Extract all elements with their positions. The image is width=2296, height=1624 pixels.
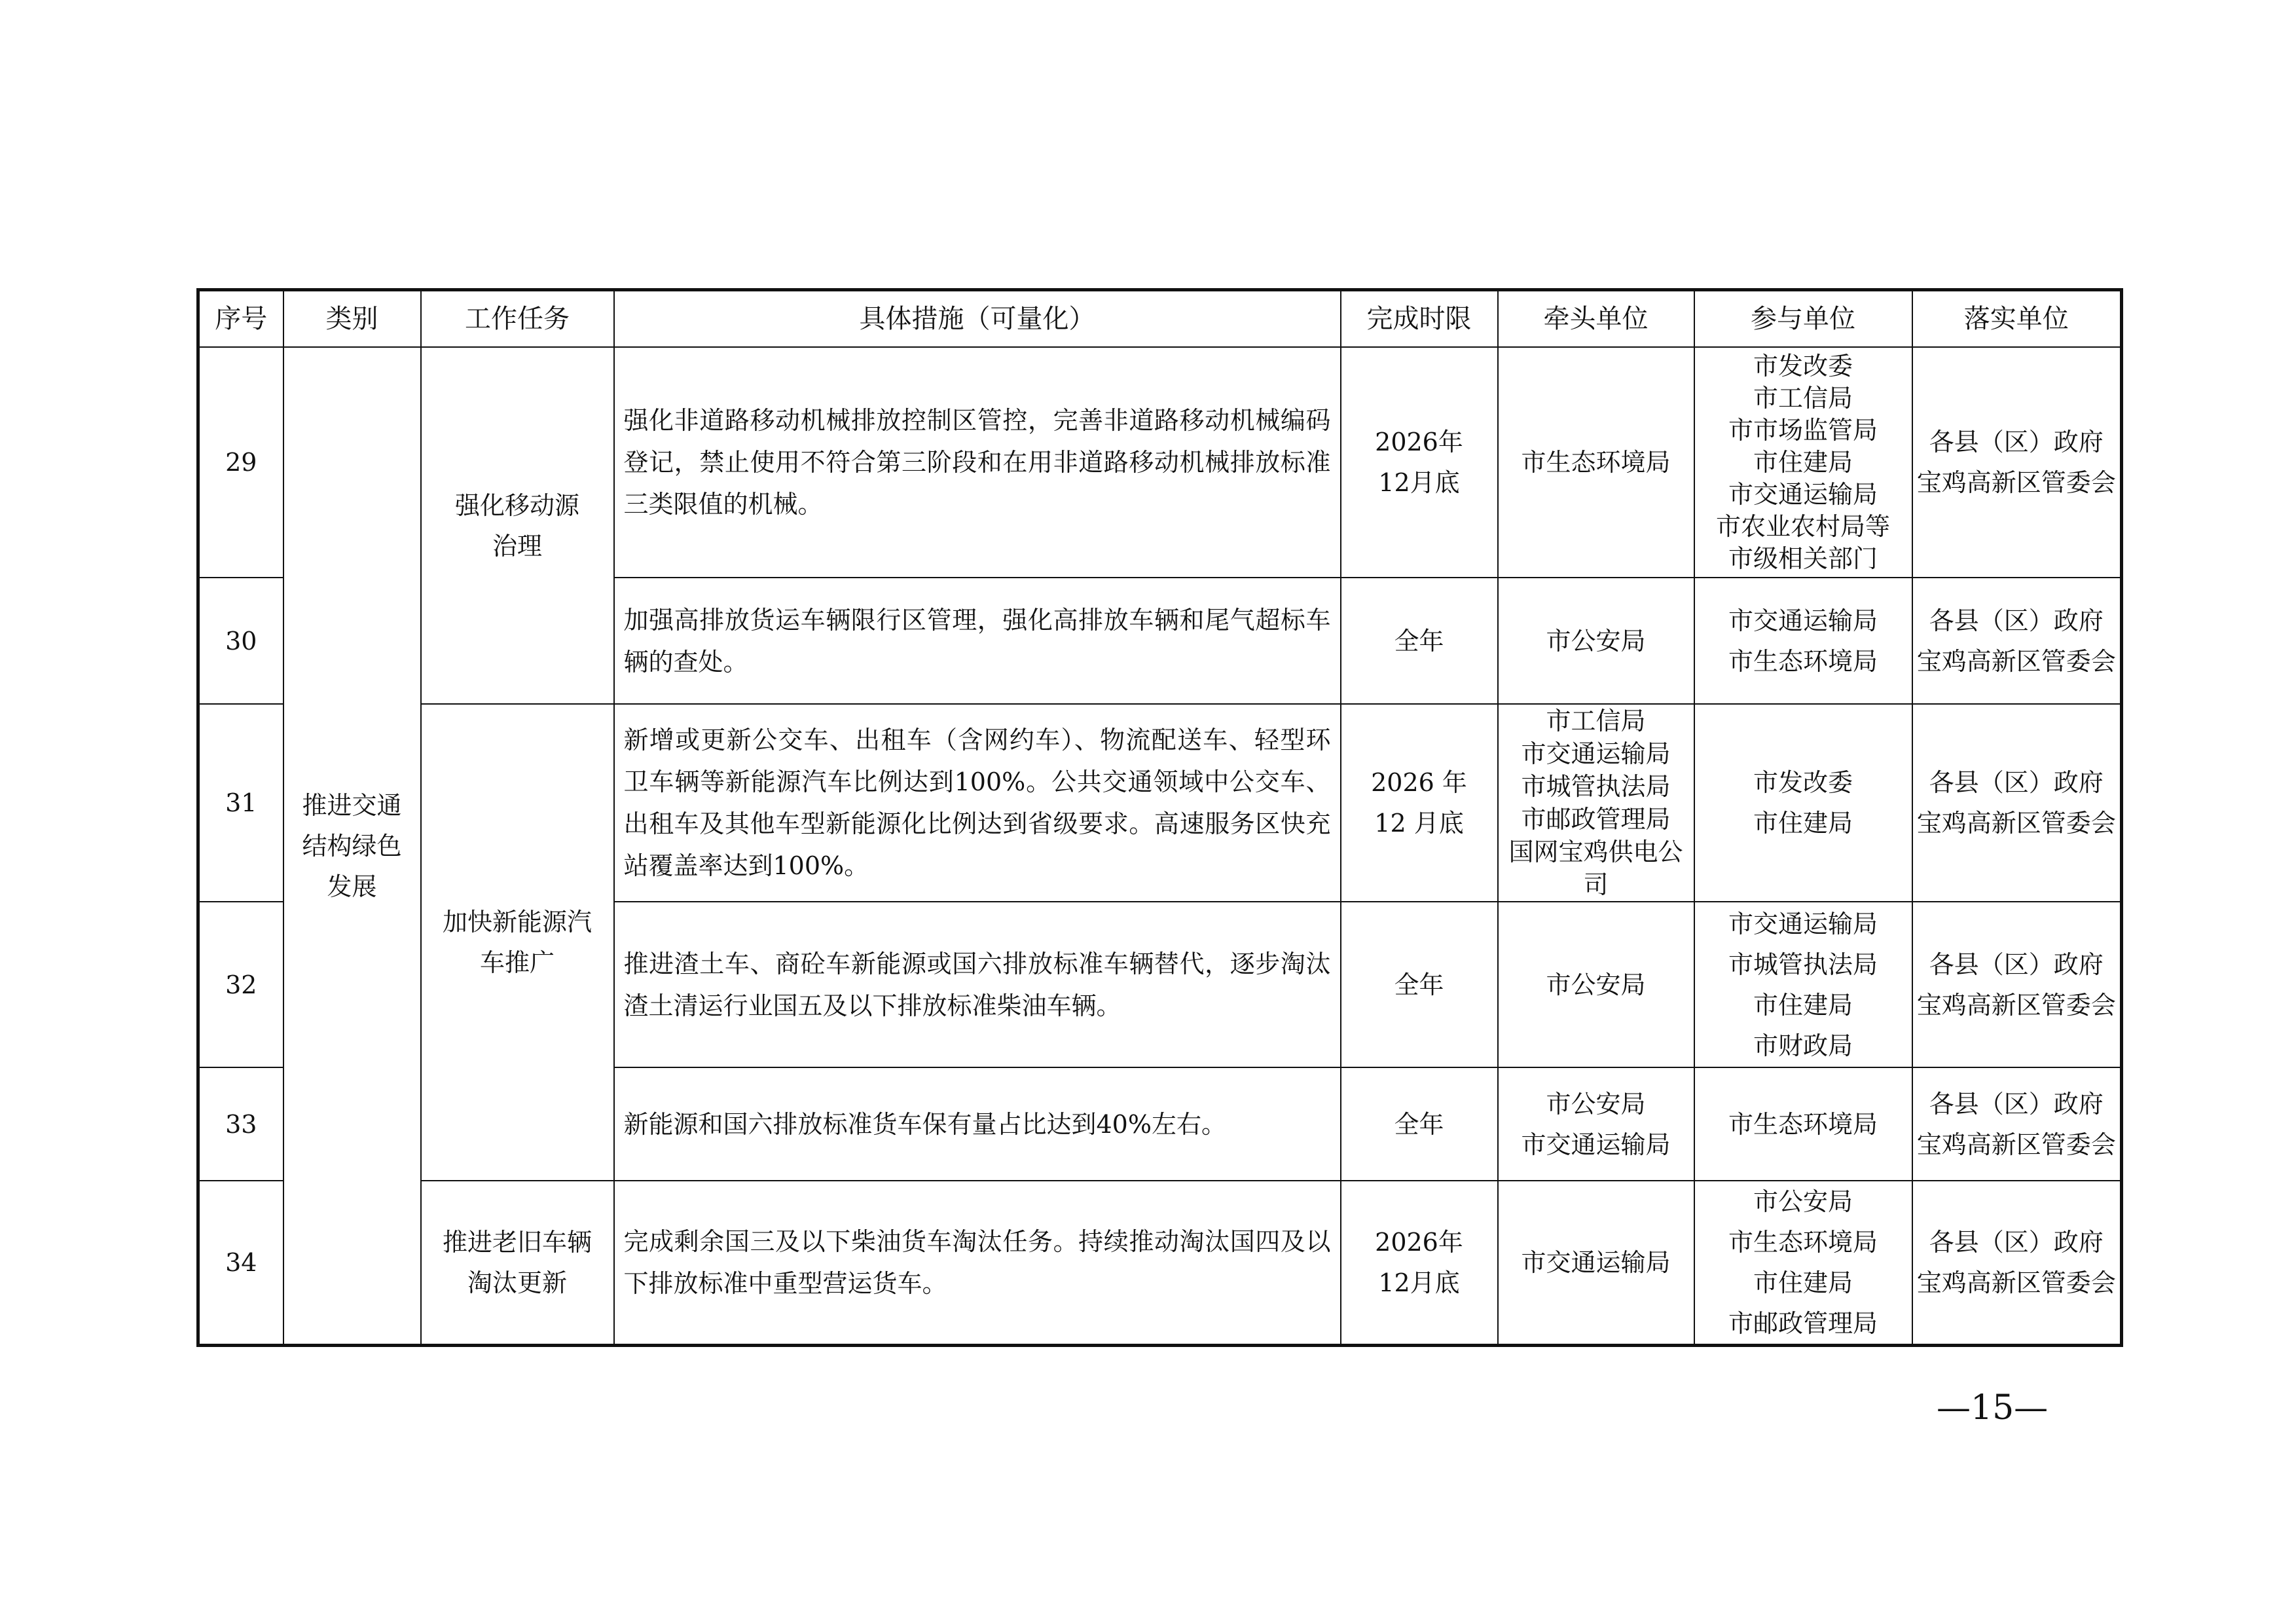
measure-cell: 新能源和国六排放标准货车保有量占比达到40%左右。: [614, 1067, 1341, 1181]
row-no: 33: [198, 1067, 283, 1181]
lead-cell: 市工信局 市交通运输局 市城管执法局 市邮政管理局 国网宝鸡供电公司: [1498, 704, 1694, 902]
deadline-cell: 2026 年 12 月底: [1341, 704, 1498, 902]
header-no: 序号: [198, 290, 283, 348]
participants-cell: 市交通运输局 市生态环境局: [1694, 578, 1912, 704]
header-lead: 牵头单位: [1498, 290, 1694, 348]
task-table: [196, 288, 2123, 1347]
header-deadline: 完成时限: [1341, 290, 1498, 348]
row-no: 29: [198, 347, 283, 578]
task-cell: 加快新能源汽 车推广: [421, 704, 614, 1181]
participants-cell: 市生态环境局: [1694, 1067, 1912, 1181]
lead-cell: 市公安局: [1498, 902, 1694, 1067]
row-no: 31: [198, 704, 283, 902]
row-no: 34: [198, 1181, 283, 1346]
lead-cell: 市生态环境局: [1498, 347, 1694, 578]
implementer-cell: 各县（区）政府 宝鸡高新区管委会: [1912, 578, 2122, 704]
participants-cell: 市发改委 市住建局: [1694, 704, 1912, 902]
header-measure: 具体措施（可量化）: [614, 290, 1341, 348]
deadline-cell: 2026年 12月底: [1341, 347, 1498, 578]
table-row: [198, 347, 2122, 578]
implementer-cell: 各县（区）政府 宝鸡高新区管委会: [1912, 1181, 2122, 1346]
lead-cell: 市交通运输局: [1498, 1181, 1694, 1346]
task-cell: 推进老旧车辆 淘汰更新: [421, 1181, 614, 1346]
implementer-cell: 各县（区）政府 宝鸡高新区管委会: [1912, 1067, 2122, 1181]
header-participants: 参与单位: [1694, 290, 1912, 348]
measure-cell: 加强高排放货运车辆限行区管理，强化高排放车辆和尾气超标车辆的查处。: [614, 578, 1341, 704]
measure-cell: 新增或更新公交车、出租车（含网约车）、物流配送车、轻型环卫车辆等新能源汽车比例达到100%。公共交通领域中公交车、出租车及其他车型新能源化比例达到省级要求。高速服务区快充站覆盖率达到100%。: [614, 704, 1341, 902]
row-no: 30: [198, 578, 283, 704]
category-cell: 推进交通 结构绿色 发展: [283, 347, 421, 1346]
measure-cell: 推进渣土车、商砼车新能源或国六排放标准车辆替代，逐步淘汰渣土清运行业国五及以下排放标准柴油车辆。: [614, 902, 1341, 1067]
deadline-cell: 2026年 12月底: [1341, 1181, 1498, 1346]
implementer-cell: 各县（区）政府 宝鸡高新区管委会: [1912, 347, 2122, 578]
deadline-cell: 全年: [1341, 1067, 1498, 1181]
participants-cell: 市交通运输局 市城管执法局 市住建局 市财政局: [1694, 902, 1912, 1067]
participants-cell: 市发改委 市工信局 市市场监管局 市住建局 市交通运输局 市农业农村局等 市级相关部门: [1694, 347, 1912, 578]
header-row: [198, 290, 2122, 348]
participants-cell: 市公安局 市生态环境局 市住建局 市邮政管理局: [1694, 1181, 1912, 1346]
task-cell: 强化移动源 治理: [421, 347, 614, 704]
measure-cell: 强化非道路移动机械排放控制区管控，完善非道路移动机械编码登记，禁止使用不符合第三阶段和在用非道路移动机械排放标准三类限值的机械。: [614, 347, 1341, 578]
implementer-cell: 各县（区）政府 宝鸡高新区管委会: [1912, 704, 2122, 902]
header-task: 工作任务: [421, 290, 614, 348]
deadline-cell: 全年: [1341, 578, 1498, 704]
table-row: [198, 704, 2122, 902]
row-no: 32: [198, 902, 283, 1067]
deadline-cell: 全年: [1341, 902, 1498, 1067]
implementer-cell: 各县（区）政府 宝鸡高新区管委会: [1912, 902, 2122, 1067]
table-row: [198, 1181, 2122, 1346]
lead-cell: 市公安局 市交通运输局: [1498, 1067, 1694, 1181]
header-category: 类别: [283, 290, 421, 348]
page-number: —15—: [1937, 1388, 2049, 1428]
measure-cell: 完成剩余国三及以下柴油货车淘汰任务。持续推动淘汰国四及以下排放标准中重型营运货车。: [614, 1181, 1341, 1346]
header-implementer: 落实单位: [1912, 290, 2122, 348]
lead-cell: 市公安局: [1498, 578, 1694, 704]
